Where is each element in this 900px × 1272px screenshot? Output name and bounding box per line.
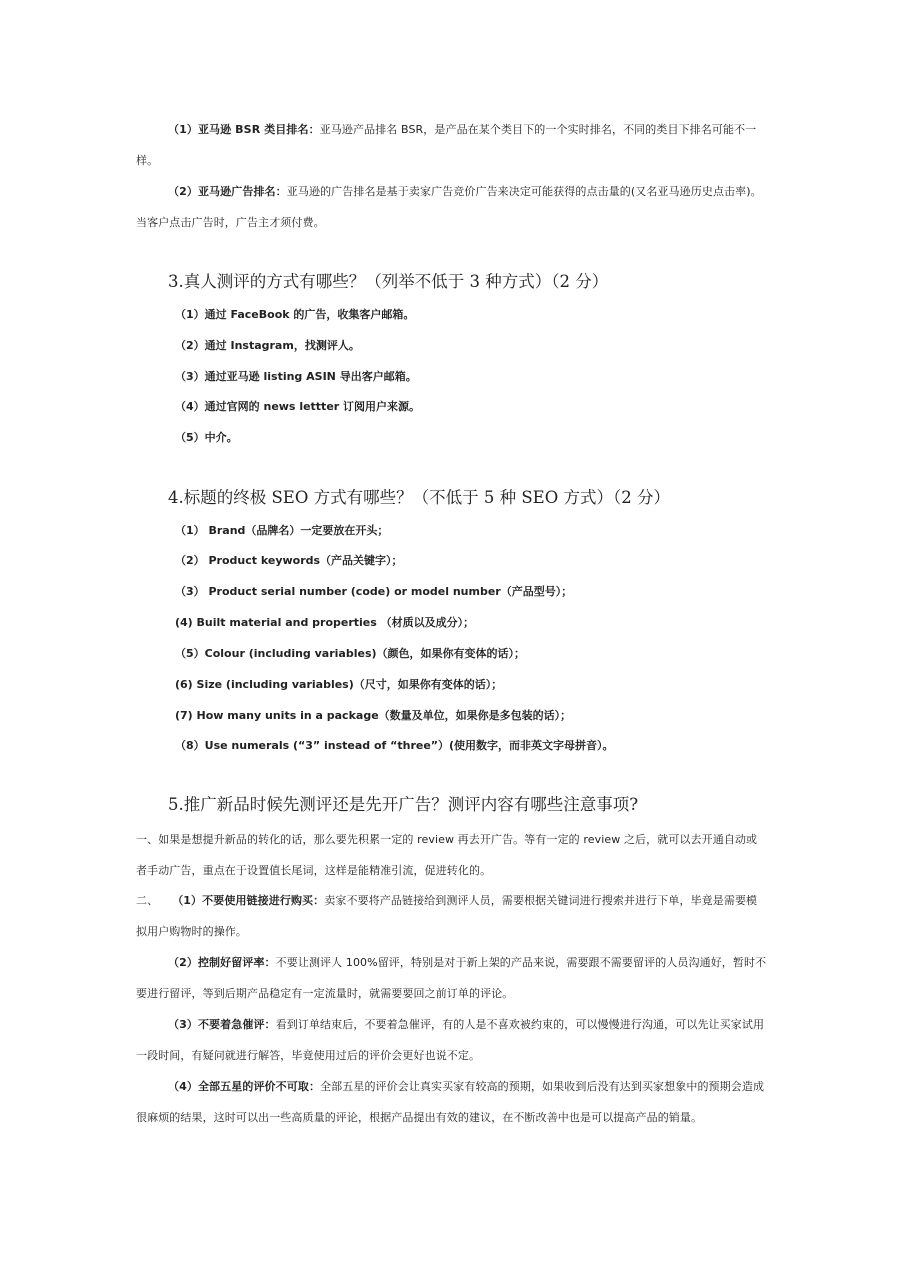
- five-star-label: （4）全部五星的评价不可取：: [168, 1080, 321, 1093]
- q3-list-item: （5）中介。: [175, 431, 238, 444]
- ad-ranking-label: （2）亚马逊广告排名：: [168, 185, 287, 198]
- review-rate-label: （2）控制好留评率：: [168, 956, 276, 969]
- q4-list-item: （2） Product keywords（产品关键字）；: [175, 554, 403, 567]
- five-star-text: 全部五星的评价会让真实买家有较高的预期，如果收到后没有达到买家想象中的预期会造成很麻烦的结果，这时可以出一些高质量的评论，根据产品提出有效的建议，在不断改善中也是可以提高产品的销量。: [136, 1080, 765, 1124]
- q3-list-item: （1）通过 FaceBook 的广告，收集客户邮箱。: [175, 308, 415, 321]
- review-rate-paragraph: [136, 947, 768, 1009]
- question-4-heading: 4.标题的终极 SEO 方式有哪些？（不低于 5 种 SEO 方式）（2 分）: [168, 488, 670, 507]
- ad-ranking-text: 亚马逊的广告排名是基于卖家广告竞价广告来决定可能获得的点击量的(又名亚马逊历史点击率)。当客户点击广告时，广告主才须付费。: [136, 185, 762, 229]
- q4-list-item: （1） Brand（品牌名）一定要放在开头；: [175, 524, 389, 537]
- five-star-paragraph: [136, 1071, 768, 1133]
- q5-part-one-paragraph: 一、如果是想提升新品的转化的话，那么要先积累一定的 review 再去开广告。等有一定的 review 之后，就可以去开通自动或者手动广告，重点在于设置值长尾词，这样是能精准引流，促进转化的。: [136, 833, 758, 877]
- no-rush-review-paragraph: [136, 1009, 768, 1071]
- bsr-ranking-paragraph: [136, 114, 768, 176]
- q4-list-item: （5）Colour (including variables)（颜色，如果你有变体的话）；: [175, 647, 526, 660]
- q3-list-item: （2）通过 Instagram，找测评人。: [175, 339, 360, 352]
- no-rush-review-text: 看到订单结束后，不要着急催评，有的人是不喜欢被约束的，可以慢慢进行沟通，可以先让买家试用一段时间，有疑问就进行解答，毕竟使用过后的评价会更好也说不定。: [136, 1018, 765, 1062]
- q4-list-item: (7) How many units in a package（数量及单位，如果你是多包装的话）；: [175, 709, 572, 722]
- bsr-ranking-label: （1）亚马逊 BSR 类目排名：: [168, 123, 320, 136]
- ad-ranking-paragraph: [136, 176, 768, 238]
- question-3-heading: 3.真人测评的方式有哪些？（列举不低于 3 种方式）（2 分）: [168, 272, 609, 291]
- no-link-purchase-label: （1）不要使用链接进行购买：: [172, 894, 325, 907]
- q4-list-item: （8）Use numerals (“3” instead of “three”）(使用数字，而非英文字母拼音）。: [175, 739, 614, 752]
- no-rush-review-label: （3）不要着急催评：: [168, 1018, 276, 1031]
- q4-list-item: (4) Built material and properties （材质以及成分）；: [175, 616, 475, 629]
- no-link-purchase-text: 卖家不要将产品链接给到测评人员，需要根据关键词进行搜索并进行下单，毕竟是需要模拟用户购物时的操作。: [136, 894, 758, 938]
- bsr-ranking-text: 亚马逊产品排名 BSR，是产品在某个类目下的一个实时排名，不同的类目下排名可能不一样。: [136, 123, 757, 167]
- q4-list-item: (6) Size (including variables)（尺寸，如果你有变体的话）；: [175, 678, 503, 691]
- review-rate-text: 不要让测评人 100%留评，特别是对于新上架的产品来说，需要跟不需要留评的人员沟通好，暂时不要进行留评，等到后期产品稳定有一定流量时，就需要要回之前订单的评论。: [136, 956, 767, 1000]
- q5-part-two-paragraph: [136, 885, 768, 947]
- question-5-heading: 5.推广新品时候先测评还是先开广告？测评内容有哪些注意事项?: [168, 795, 639, 814]
- q5-part-two-prefix: 二、: [136, 894, 159, 907]
- q3-list-item: （4）通过官网的 news lettter 订阅用户来源。: [175, 400, 421, 413]
- q4-list-item: （3） Product serial number (code) or model number（产品型号）；: [175, 585, 573, 598]
- q3-list-item: （3）通过亚马逊 listing ASIN 导出客户邮箱。: [175, 370, 417, 383]
